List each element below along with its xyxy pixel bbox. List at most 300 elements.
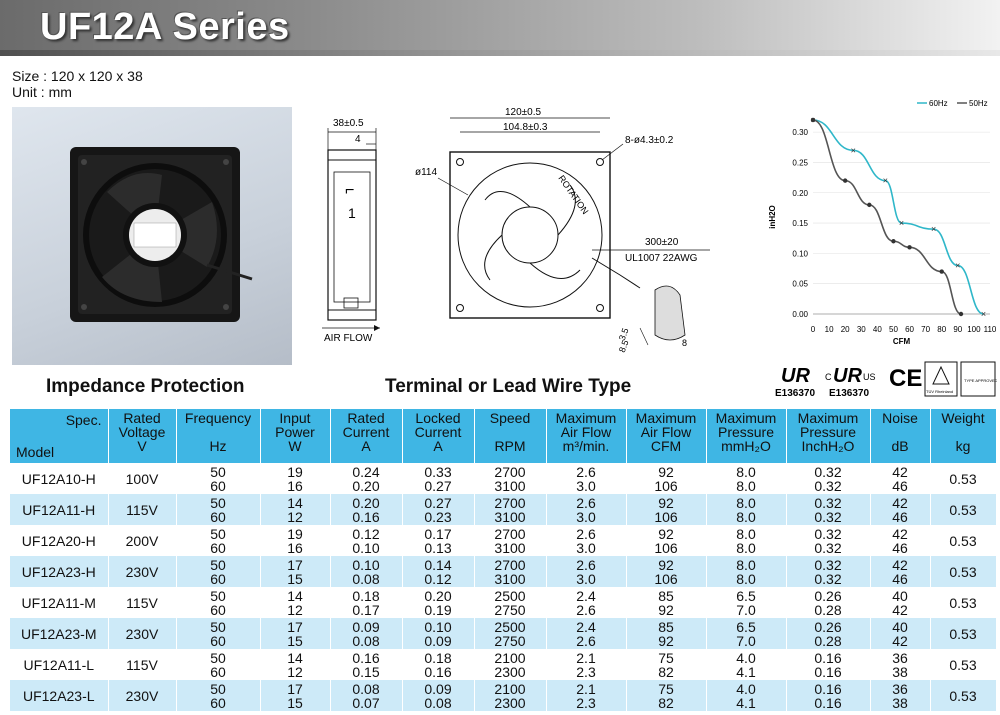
- dim-depth: 38±0.5: [333, 118, 364, 129]
- cell-power-60hz: 16: [287, 477, 303, 494]
- cell-cfm-50hz: 75: [658, 680, 674, 697]
- cell-rated-50hz: 0.12: [352, 525, 380, 542]
- cell-speed: [474, 494, 546, 525]
- cell-locked: [402, 525, 474, 556]
- cell-inch: [786, 494, 870, 525]
- side-view-marking: ⌐: [345, 182, 355, 199]
- col-pressure-mm: Maximum Pressure mmH₂O: [706, 409, 786, 463]
- dim-width: 120±0.5: [505, 107, 542, 118]
- unit-label: Unit : mm: [12, 84, 72, 100]
- dim-8: 8: [682, 338, 688, 348]
- cell-rated-50hz: 0.24: [352, 463, 380, 480]
- cell-cfm: [626, 680, 706, 711]
- cell-mm-60hz: 8.0: [736, 539, 756, 556]
- cell-freq: [176, 556, 260, 587]
- cell-freq-50hz: 50: [210, 556, 226, 573]
- cell-speed-60hz: 3100: [494, 477, 526, 494]
- cell-freq-60hz: 60: [210, 632, 226, 649]
- svg-text:C: C: [825, 372, 832, 382]
- cell-speed-50hz: 2500: [494, 587, 526, 604]
- table-row: [10, 618, 996, 649]
- cell-locked-50hz: 0.09: [424, 680, 452, 697]
- cell-m3: [546, 463, 626, 494]
- cell-inch: [786, 649, 870, 680]
- cell-freq: [176, 525, 260, 556]
- cell-cfm-60hz: 106: [654, 539, 678, 556]
- cell-mm-50hz: 8.0: [736, 556, 756, 573]
- cell-locked-60hz: 0.27: [424, 477, 452, 494]
- cell-inch-50hz: 0.32: [814, 463, 842, 480]
- cell-model: UF12A20-H: [10, 525, 108, 556]
- cell-rated-50hz: 0.20: [352, 494, 380, 511]
- svg-text:1: 1: [348, 205, 356, 221]
- col-locked-current: Locked Current A: [402, 409, 474, 463]
- dim-holes: 8-ø4.3±0.2: [625, 135, 674, 146]
- y-tick-label: 0.30: [792, 128, 808, 138]
- cell-mm-60hz: 4.1: [736, 694, 756, 711]
- ul-number-2: E136370: [829, 388, 870, 399]
- cell-cfm-60hz: 106: [654, 570, 678, 587]
- col-spec-model: Spec. Model: [10, 409, 108, 463]
- cell-cfm: [626, 587, 706, 618]
- cell-locked-50hz: 0.18: [424, 649, 452, 666]
- cell-mm: [706, 525, 786, 556]
- cell-noise-60hz: 46: [892, 508, 908, 525]
- cell-power-50hz: 19: [287, 463, 303, 480]
- col-airflow-cfm: Maximum Air Flow CFM: [626, 409, 706, 463]
- tuv-logo: [925, 362, 997, 396]
- dim-8-5: 8.5: [616, 338, 631, 354]
- cell-rated-50hz: 0.08: [352, 680, 380, 697]
- cell-locked-60hz: 0.09: [424, 632, 452, 649]
- table-row: [10, 649, 996, 680]
- cert-logos: [765, 358, 997, 404]
- cell-voltage: 100V: [108, 463, 176, 494]
- cell-mm: [706, 556, 786, 587]
- cell-weight: 0.53: [930, 618, 996, 649]
- cell-mm-60hz: 7.0: [736, 632, 756, 649]
- cell-m3-60hz: 2.6: [576, 601, 596, 618]
- cell-noise: [870, 494, 930, 525]
- cell-cfm: [626, 463, 706, 494]
- cell-power-60hz: 15: [287, 570, 303, 587]
- cell-cfm-60hz: 82: [658, 694, 674, 711]
- cell-noise-60hz: 46: [892, 539, 908, 556]
- x-tick-label: 90: [953, 325, 963, 334]
- cell-power-60hz: 16: [287, 539, 303, 556]
- table-row: [10, 556, 996, 587]
- cell-noise: [870, 463, 930, 494]
- cell-cfm-60hz: 92: [658, 601, 674, 618]
- cell-mm: [706, 494, 786, 525]
- product-photo: [12, 107, 292, 365]
- cell-inch-50hz: 0.16: [814, 649, 842, 666]
- cell-inch-60hz: 0.32: [814, 570, 842, 587]
- cell-speed: [474, 463, 546, 494]
- cell-noise-60hz: 42: [892, 632, 908, 649]
- cell-rated: [330, 649, 402, 680]
- cell-m3: [546, 525, 626, 556]
- cell-noise-60hz: 38: [892, 694, 908, 711]
- data-point-50hz: [811, 118, 815, 122]
- cell-voltage: 115V: [108, 649, 176, 680]
- cell-model: UF12A10-H: [10, 463, 108, 494]
- cell-speed-50hz: 2500: [494, 618, 526, 635]
- cell-noise: [870, 525, 930, 556]
- data-point-50hz: [867, 203, 871, 207]
- cell-m3-60hz: 3.0: [576, 477, 596, 494]
- cell-rated-60hz: 0.17: [352, 601, 380, 618]
- cell-m3-50hz: 2.6: [576, 463, 596, 480]
- cell-power-50hz: 14: [287, 587, 303, 604]
- cell-cfm-50hz: 85: [658, 587, 674, 604]
- cell-noise: [870, 618, 930, 649]
- cell-speed-50hz: 2100: [494, 649, 526, 666]
- cell-mm-50hz: 6.5: [736, 587, 756, 604]
- cell-rated-60hz: 0.15: [352, 663, 380, 680]
- data-point-60hz: ×: [931, 224, 937, 235]
- cell-mm: [706, 463, 786, 494]
- cell-locked: [402, 463, 474, 494]
- cell-m3: [546, 618, 626, 649]
- page-title: UF12A Series: [40, 6, 290, 48]
- cell-noise-60hz: 38: [892, 663, 908, 680]
- y-axis-label: inH2O: [768, 205, 777, 229]
- cell-mm-60hz: 4.1: [736, 663, 756, 680]
- cell-inch-60hz: 0.16: [814, 694, 842, 711]
- cell-noise-60hz: 46: [892, 477, 908, 494]
- cell-inch: [786, 680, 870, 711]
- cell-rated: [330, 680, 402, 711]
- cell-model: UF12A23-L: [10, 680, 108, 711]
- cell-speed: [474, 649, 546, 680]
- cell-inch-50hz: 0.32: [814, 494, 842, 511]
- x-tick-label: 20: [840, 325, 850, 334]
- cell-speed-50hz: 2700: [494, 463, 526, 480]
- col-rated-voltage: Rated Voltage V: [108, 409, 176, 463]
- cell-weight: 0.53: [930, 525, 996, 556]
- cell-voltage: 115V: [108, 494, 176, 525]
- cell-inch-60hz: 0.32: [814, 508, 842, 525]
- cell-freq-60hz: 60: [210, 508, 226, 525]
- cell-noise-60hz: 42: [892, 601, 908, 618]
- x-tick-label: 80: [937, 325, 947, 334]
- col-frequency: Frequency Hz: [176, 409, 260, 463]
- data-point-50hz: [940, 269, 944, 273]
- data-point-60hz: ×: [882, 175, 889, 186]
- data-point-60hz: ×: [850, 145, 856, 156]
- series-line-50hz: [813, 120, 961, 314]
- y-tick-label: 0.00: [792, 310, 808, 319]
- cell-noise: [870, 587, 930, 618]
- cell-speed: [474, 618, 546, 649]
- table-row: [10, 463, 996, 494]
- cell-inch-50hz: 0.26: [814, 587, 842, 604]
- cell-noise-50hz: 42: [892, 494, 908, 511]
- cell-rated-60hz: 0.20: [352, 477, 380, 494]
- cell-cfm: [626, 618, 706, 649]
- cell-m3-60hz: 3.0: [576, 508, 596, 525]
- cell-mm: [706, 587, 786, 618]
- cell-speed-60hz: 3100: [494, 570, 526, 587]
- cell-rated: [330, 618, 402, 649]
- col-weight: Weight kg: [930, 409, 996, 463]
- cell-mm-50hz: 6.5: [736, 618, 756, 635]
- cell-inch: [786, 587, 870, 618]
- cell-mm-60hz: 8.0: [736, 508, 756, 525]
- cell-freq: [176, 587, 260, 618]
- cell-power-60hz: 15: [287, 694, 303, 711]
- col-noise: Noise dB: [870, 409, 930, 463]
- cell-voltage: 230V: [108, 680, 176, 711]
- rotation-label: ROTATION: [556, 173, 591, 217]
- x-tick-label: 110: [983, 325, 997, 334]
- section-impedance: Impedance Protection: [46, 376, 245, 397]
- cell-power-60hz: 15: [287, 632, 303, 649]
- table-row: [10, 525, 996, 556]
- cell-rated-60hz: 0.16: [352, 508, 380, 525]
- cell-mm: [706, 680, 786, 711]
- cell-locked: [402, 556, 474, 587]
- x-tick-label: 40: [872, 325, 882, 334]
- dim-diameter: ø114: [415, 167, 438, 178]
- cell-freq: [176, 618, 260, 649]
- cell-power: [260, 494, 330, 525]
- x-tick-label: 0: [810, 325, 816, 334]
- cell-power-60hz: 12: [287, 663, 303, 680]
- cell-voltage: 230V: [108, 618, 176, 649]
- y-tick-label: 0.25: [792, 158, 808, 168]
- cell-noise-50hz: 36: [892, 680, 908, 697]
- col-airflow-m3: Maximum Air Flow m³/min.: [546, 409, 626, 463]
- cell-m3-60hz: 3.0: [576, 570, 596, 587]
- cell-power-50hz: 19: [287, 525, 303, 542]
- cell-freq-60hz: 60: [210, 539, 226, 556]
- cell-power: [260, 525, 330, 556]
- cell-locked-50hz: 0.14: [424, 556, 452, 573]
- y-tick-label: 0.20: [792, 188, 808, 198]
- cell-freq-60hz: 60: [210, 601, 226, 618]
- cell-voltage: 115V: [108, 587, 176, 618]
- legend-label-60hz: 60Hz: [929, 99, 948, 108]
- cell-locked-60hz: 0.23: [424, 508, 452, 525]
- cell-locked-50hz: 0.17: [424, 525, 452, 542]
- cell-mm-50hz: 4.0: [736, 680, 756, 697]
- cell-power: [260, 463, 330, 494]
- cell-weight: 0.53: [930, 587, 996, 618]
- svg-text:UR: UR: [781, 365, 810, 387]
- pq-chart-svg: [745, 92, 997, 357]
- cell-power-50hz: 17: [287, 680, 303, 697]
- col-pressure-in: Maximum Pressure InchH₂O: [786, 409, 870, 463]
- cell-rated-50hz: 0.09: [352, 618, 380, 635]
- cell-noise-50hz: 42: [892, 463, 908, 480]
- cell-speed-60hz: 2300: [494, 694, 526, 711]
- cell-speed: [474, 680, 546, 711]
- cell-cfm-60hz: 106: [654, 508, 678, 525]
- cell-m3-50hz: 2.1: [576, 649, 596, 666]
- cell-cfm: [626, 649, 706, 680]
- cell-m3: [546, 587, 626, 618]
- cell-inch-60hz: 0.32: [814, 539, 842, 556]
- cell-rated-50hz: 0.18: [352, 587, 380, 604]
- cell-locked: [402, 494, 474, 525]
- cell-speed-60hz: 2300: [494, 663, 526, 680]
- cell-speed-60hz: 2750: [494, 632, 526, 649]
- cell-freq-60hz: 60: [210, 694, 226, 711]
- cell-power-50hz: 14: [287, 494, 303, 511]
- cell-model: UF12A23-M: [10, 618, 108, 649]
- cell-locked: [402, 587, 474, 618]
- title-bar: [0, 0, 1000, 56]
- cell-inch: [786, 525, 870, 556]
- cell-noise-50hz: 40: [892, 618, 908, 635]
- cell-rated: [330, 556, 402, 587]
- cell-mm: [706, 618, 786, 649]
- cell-noise-50hz: 42: [892, 556, 908, 573]
- cell-locked-60hz: 0.16: [424, 663, 452, 680]
- data-point-60hz: ×: [955, 260, 961, 271]
- cell-inch: [786, 618, 870, 649]
- cell-m3: [546, 680, 626, 711]
- cell-m3-50hz: 2.4: [576, 587, 596, 604]
- cell-freq-50hz: 50: [210, 525, 226, 542]
- cell-m3-50hz: 2.6: [576, 525, 596, 542]
- cell-inch-60hz: 0.28: [814, 601, 842, 618]
- cell-rated: [330, 525, 402, 556]
- data-point-50hz: [959, 312, 963, 316]
- cell-cfm-50hz: 92: [658, 463, 674, 480]
- cell-inch-60hz: 0.16: [814, 663, 842, 680]
- cell-rated-50hz: 0.16: [352, 649, 380, 666]
- cell-freq: [176, 494, 260, 525]
- cell-rated: [330, 463, 402, 494]
- cell-locked: [402, 649, 474, 680]
- cell-inch-50hz: 0.16: [814, 680, 842, 697]
- cell-locked: [402, 618, 474, 649]
- cell-m3-60hz: 2.3: [576, 694, 596, 711]
- legend-label-50hz: 50Hz: [969, 99, 988, 108]
- cell-freq: [176, 649, 260, 680]
- cell-noise: [870, 556, 930, 587]
- cell-locked-60hz: 0.12: [424, 570, 452, 587]
- cell-cfm-50hz: 92: [658, 556, 674, 573]
- cul-logo: [825, 365, 876, 399]
- col-speed: Speed RPM: [474, 409, 546, 463]
- cell-cfm-50hz: 85: [658, 618, 674, 635]
- cell-m3-50hz: 2.1: [576, 680, 596, 697]
- cell-power-50hz: 14: [287, 649, 303, 666]
- cell-mm-50hz: 8.0: [736, 525, 756, 542]
- cell-locked-60hz: 0.08: [424, 694, 452, 711]
- cell-speed-50hz: 2700: [494, 525, 526, 542]
- cell-locked-50hz: 0.20: [424, 587, 452, 604]
- cell-speed-60hz: 3100: [494, 539, 526, 556]
- section-terminal: Terminal or Lead Wire Type: [385, 376, 632, 397]
- data-point-50hz: [843, 178, 847, 182]
- cell-m3-50hz: 2.4: [576, 618, 596, 635]
- cell-m3-50hz: 2.6: [576, 494, 596, 511]
- cell-model: UF12A11-M: [10, 587, 108, 618]
- cell-m3: [546, 556, 626, 587]
- drawing-svg: [300, 100, 720, 355]
- cell-speed-50hz: 2700: [494, 494, 526, 511]
- cell-cfm: [626, 525, 706, 556]
- cell-m3: [546, 494, 626, 525]
- cell-inch-50hz: 0.32: [814, 556, 842, 573]
- title-bar-shade: [0, 50, 1000, 56]
- cell-m3: [546, 649, 626, 680]
- svg-text:TÜV Rheinland: TÜV Rheinland: [926, 389, 954, 394]
- cell-freq-60hz: 60: [210, 477, 226, 494]
- dim-hole-pitch: 104.8±0.3: [503, 122, 548, 133]
- cell-cfm-50hz: 75: [658, 649, 674, 666]
- cell-mm-50hz: 8.0: [736, 494, 756, 511]
- data-point-50hz: [907, 245, 911, 249]
- cell-m3-50hz: 2.6: [576, 556, 596, 573]
- cell-freq: [176, 680, 260, 711]
- cell-weight: 0.53: [930, 494, 996, 525]
- cell-cfm-60hz: 92: [658, 632, 674, 649]
- cell-cfm: [626, 556, 706, 587]
- cell-model: UF12A11-L: [10, 649, 108, 680]
- cell-voltage: 230V: [108, 556, 176, 587]
- y-tick-label: 0.15: [792, 219, 808, 229]
- cell-power-50hz: 17: [287, 618, 303, 635]
- cell-weight: 0.53: [930, 649, 996, 680]
- cell-locked-60hz: 0.19: [424, 601, 452, 618]
- cell-locked-50hz: 0.33: [424, 463, 452, 480]
- cell-inch-60hz: 0.28: [814, 632, 842, 649]
- x-tick-label: 30: [856, 325, 866, 334]
- cell-mm-60hz: 8.0: [736, 570, 756, 587]
- y-tick-label: 0.10: [792, 249, 808, 259]
- cell-freq-60hz: 60: [210, 663, 226, 680]
- ce-mark: CE: [889, 365, 923, 392]
- ul-logo: [775, 365, 815, 399]
- cell-speed-60hz: 3100: [494, 508, 526, 525]
- dim-3-5: 3.5: [616, 326, 631, 342]
- cell-mm-60hz: 7.0: [736, 601, 756, 618]
- cell-rated-60hz: 0.07: [352, 694, 380, 711]
- cell-freq: [176, 463, 260, 494]
- cell-cfm: [626, 494, 706, 525]
- cell-noise-50hz: 36: [892, 649, 908, 666]
- cell-noise-50hz: 42: [892, 525, 908, 542]
- cell-m3-60hz: 2.6: [576, 632, 596, 649]
- cell-voltage: 200V: [108, 525, 176, 556]
- fan-photo-illustration: [12, 107, 292, 365]
- svg-text:TYPE APPROVED: TYPE APPROVED: [964, 378, 997, 383]
- x-axis-label: CFM: [892, 337, 911, 346]
- cell-locked: [402, 680, 474, 711]
- cell-power: [260, 556, 330, 587]
- cell-freq-50hz: 50: [210, 618, 226, 635]
- cell-inch-60hz: 0.32: [814, 477, 842, 494]
- cell-freq-60hz: 60: [210, 570, 226, 587]
- series-line-60hz: [813, 120, 984, 314]
- cell-freq-50hz: 50: [210, 494, 226, 511]
- cell-power: [260, 587, 330, 618]
- cell-power-60hz: 12: [287, 601, 303, 618]
- cell-speed: [474, 587, 546, 618]
- data-point-60hz: ×: [980, 309, 987, 319]
- cell-power: [260, 649, 330, 680]
- size-label: Size : 120 x 120 x 38: [12, 68, 143, 84]
- cell-inch: [786, 556, 870, 587]
- cell-power-60hz: 12: [287, 508, 303, 525]
- y-tick-label: 0.05: [792, 279, 808, 289]
